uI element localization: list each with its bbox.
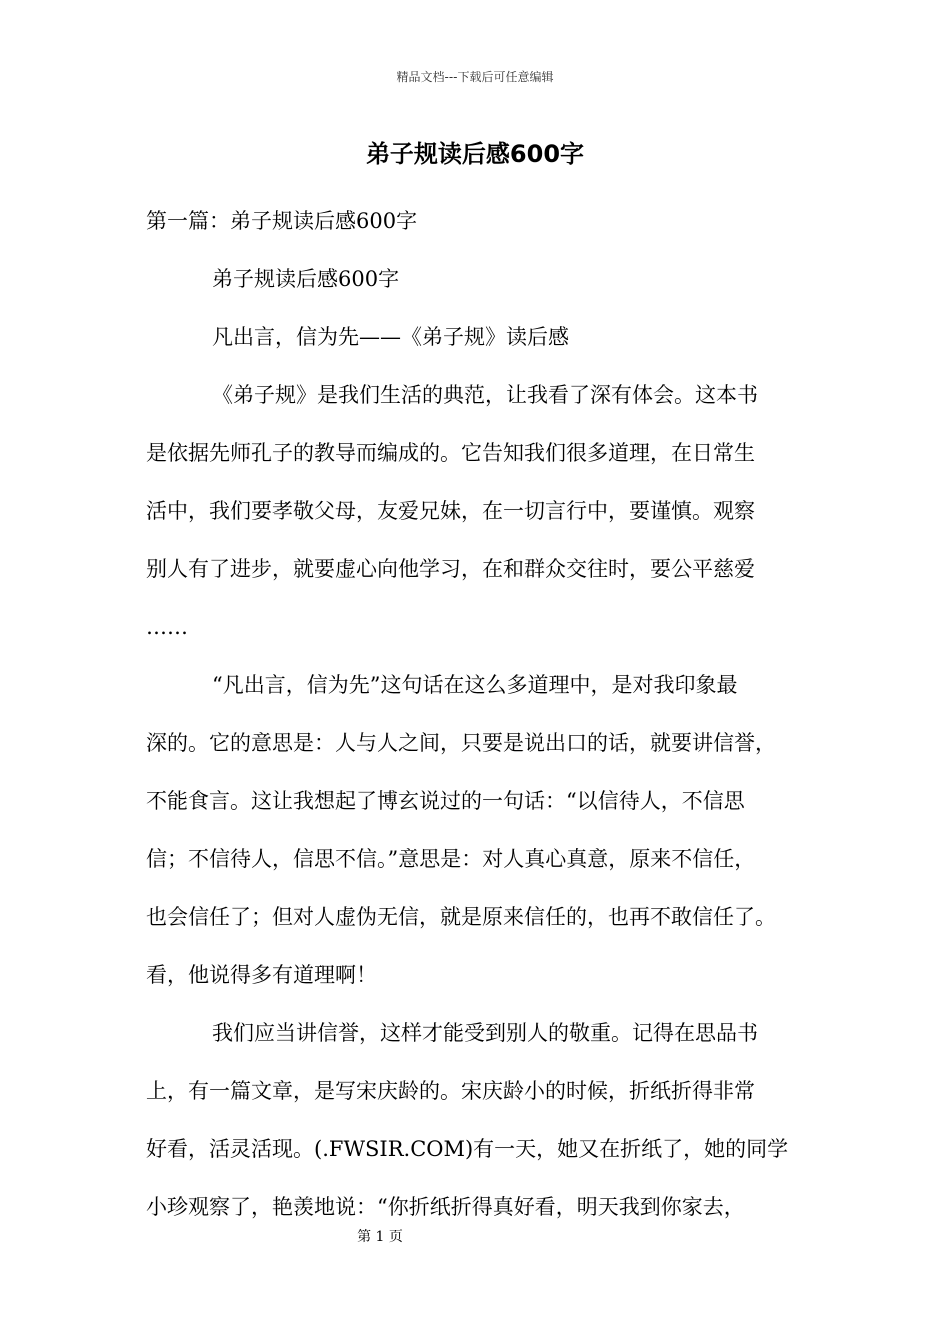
paragraph-line: 上，有一篇文章，是写宋庆龄的。宋庆龄小的时候，折纸折得非常 [146, 1079, 755, 1103]
paragraph-line: 不能食言。这让我想起了博玄说过的一句话：“以信待人，不信思 [146, 789, 745, 813]
paragraph-line: 《弟子规》是我们生活的典范，让我看了深有体会。这本书 [212, 383, 758, 407]
document-title: 弟子规读后感600字 [365, 140, 585, 168]
subtitle: 弟子规读后感600字 [212, 267, 400, 291]
paragraph-line: 深的。它的意思是：人与人之间，只要是说出口的话，就要讲信誉， [146, 731, 776, 755]
section-heading: 第一篇：弟子规读后感600字 [146, 209, 418, 233]
paragraph-line: “凡出言，信为先”这句话在这么多道理中，是对我印象最 [212, 673, 738, 697]
paragraph-line: 活中，我们要孝敬父母，友爱兄妹，在一切言行中，要谨慎。观察 [146, 499, 755, 523]
paragraph-line: 好看，活灵活现。(.FWSIR.COM)有一天，她又在折纸了，她的同学 [146, 1137, 789, 1161]
header-note: 精品文档---下载后可任意编辑 [396, 70, 554, 84]
paragraph-2 [146, 662, 826, 1010]
paragraph-1 [146, 372, 826, 662]
paragraph-3 [146, 1010, 826, 1242]
document-body [146, 198, 826, 1242]
paragraph-line: 看，他说得多有道理啊！ [146, 963, 377, 987]
page-number: 第 1 页 [357, 1229, 403, 1245]
paragraph-line: 小珍观察了，艳羡地说：“你折纸折得真好看，明天我到你家去， [146, 1195, 745, 1219]
paragraph-line: 别人有了进步，就要虚心向他学习，在和群众交往时，要公平慈爱 [146, 557, 755, 581]
paragraph-line: 信；不信待人，信思不信。”意思是：对人真心真意，原来不信任， [146, 847, 756, 871]
paragraph-line: …… [146, 615, 188, 639]
paragraph-line: 我们应当讲信誉，这样才能受到别人的敬重。记得在思品书 [212, 1021, 758, 1045]
paragraph-line: 也会信任了；但对人虚伪无信，就是原来信任的，也再不敢信任了。 [146, 905, 776, 929]
essay-title: 凡出言，信为先——《弟子规》读后感 [212, 325, 569, 349]
paragraph-line: 是依据先师孔子的教导而编成的。它告知我们很多道理，在日常生 [146, 441, 755, 465]
